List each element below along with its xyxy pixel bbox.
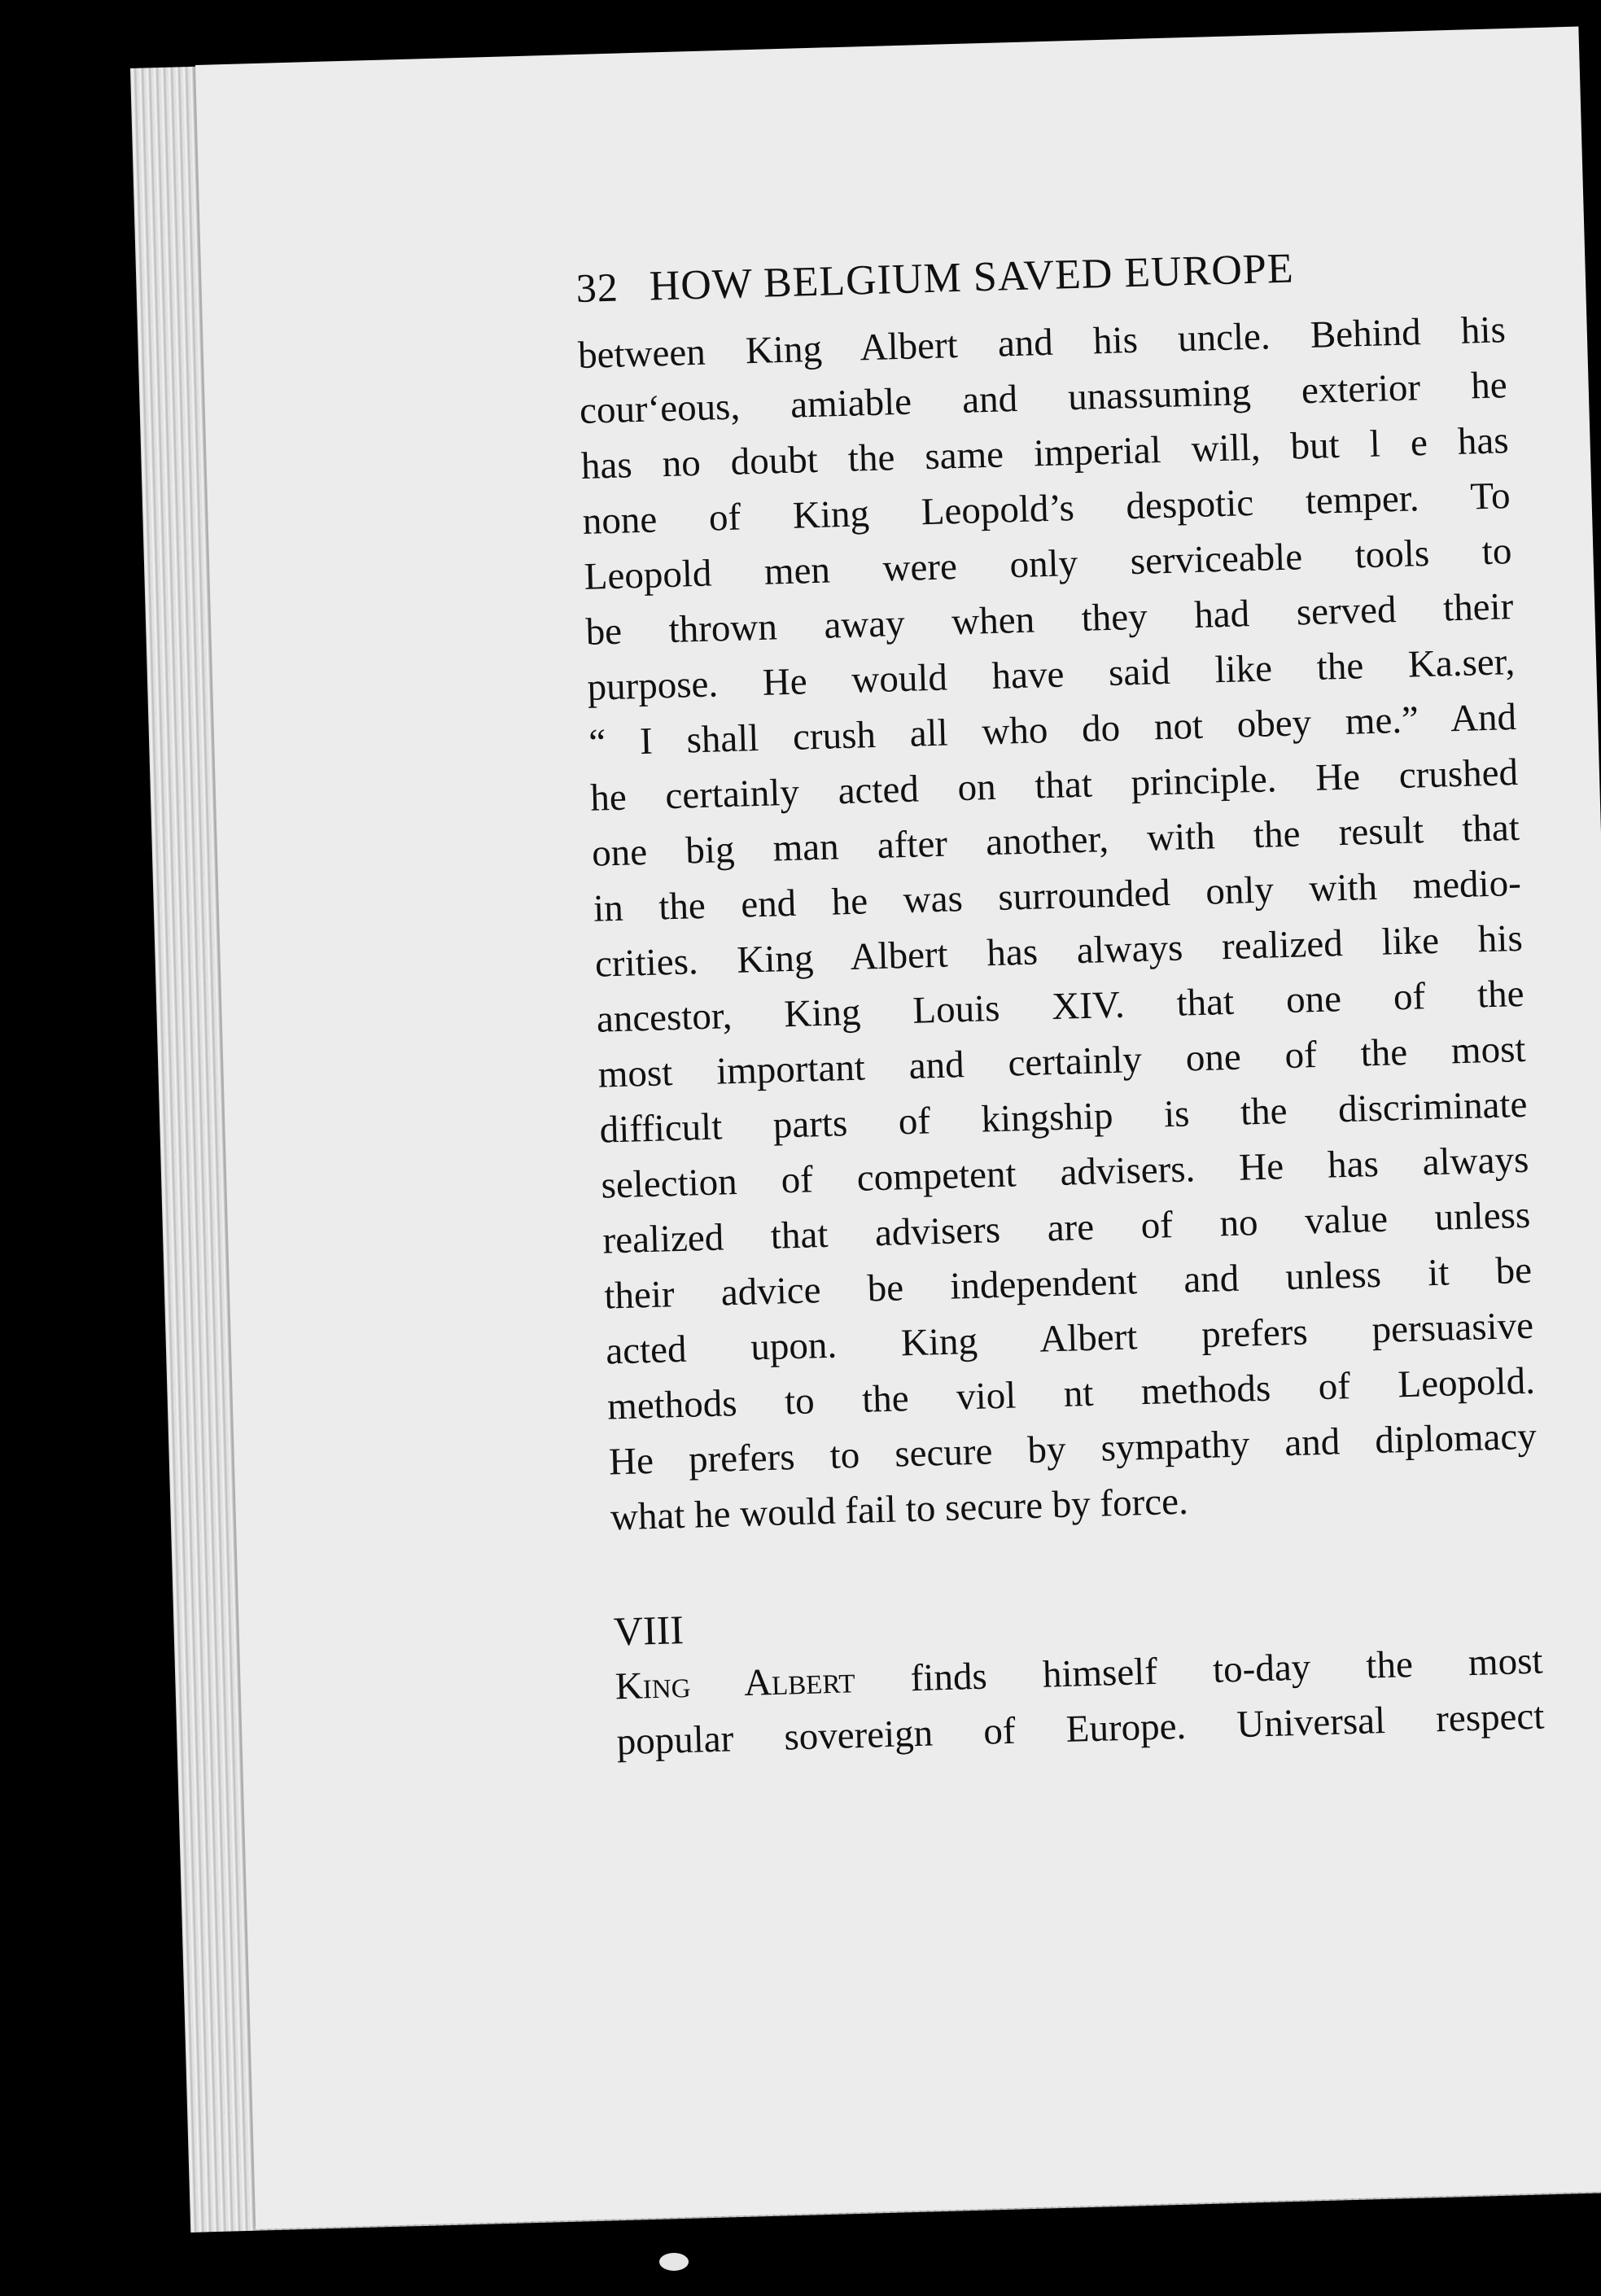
section-second-line: popular sovereign of Europe. Universal respect (616, 1695, 1546, 1764)
text-line: he certainly acted on that principle. He crushed (589, 750, 1519, 820)
text-line: cour‘eous, amiable and unassuming exterior he (579, 364, 1508, 432)
text-line: ancestor, King Louis XIV. that one of the (596, 972, 1525, 1041)
book-page (195, 27, 1601, 2229)
text-line: one big man after another, with the result that (591, 806, 1520, 875)
text-line: most important and certainly one of the most (597, 1027, 1527, 1096)
scan-blot (659, 2253, 689, 2271)
running-title: HOW BELGIUM SAVED EUROPE (649, 245, 1295, 310)
text-line: methods to the viol nt methods of Leopold. (606, 1359, 1536, 1428)
page-number: 32 (575, 264, 619, 312)
section-lead-in: King Albert (615, 1659, 856, 1708)
text-line: selection of competent advisers. He has always (600, 1138, 1529, 1207)
text-line: be thrown away when they had served their (584, 585, 1514, 654)
text-line: Leopold men were only serviceable tools to (584, 530, 1513, 598)
text-line: crities. King Albert has always realized like his (594, 916, 1524, 986)
text-block (575, 238, 1545, 1769)
section-number: VIII (613, 1607, 685, 1655)
text-line: He prefers to secure by sympathy and diplomacy (608, 1415, 1538, 1484)
text-line: acted upon. King Albert prefers persuasive (605, 1304, 1534, 1373)
text-line: their advice be independent and unless it be (603, 1249, 1533, 1318)
text-line: purpose. He would have said like the Ka.ser, (586, 641, 1516, 709)
text-line: what he would fail to secure by force. (610, 1480, 1189, 1539)
text-line: “ I shall crush all who do not obey me.” And (588, 696, 1517, 764)
text-line: realized that advisers are of no value unless (601, 1193, 1531, 1262)
section-first-line-rest: finds himself to-day the most (909, 1639, 1544, 1700)
text-line: none of King Leopold’s despotic temper. To (582, 475, 1511, 543)
text-line: has no doubt the same imperial will, but l e has (580, 419, 1510, 488)
text-line: in the end he was surrounded only with medio- (593, 861, 1522, 930)
text-line: between King Albert and his uncle. Behind his (577, 308, 1507, 378)
text-line: difficult parts of kingship is the discriminate (599, 1082, 1529, 1152)
